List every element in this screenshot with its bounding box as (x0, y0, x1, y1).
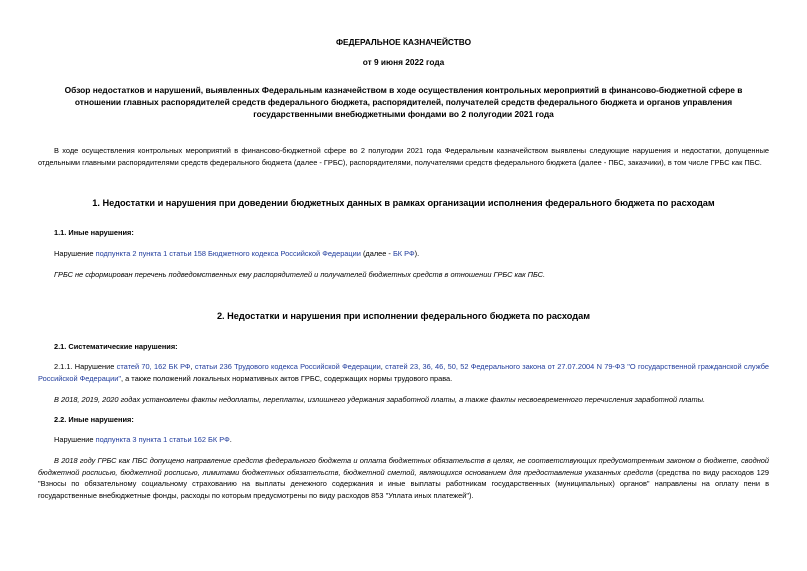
intro-paragraph: В ходе осуществления контрольных мероприятий в финансово-бюджетной сфере во 2 полугодии 2021 года Федеральным казначейством выявлены следующие нарушения и недостатки, допущенные отдельными главными распорядителями средств федерального бюджета (далее - ГРБС), распорядителями, получателями средств федерального бюджета (далее - ПБС, заказчики), в том числе ГРБС как ПБС. (38, 146, 769, 167)
subsection-2-2-description (38, 455, 769, 501)
item-separator-2: , (380, 362, 386, 371)
item-prefix: 2.1.1. Нарушение (54, 362, 117, 371)
document-title: Обзор недостатков и нарушений, выявленных Федеральным казначейством в ходе осуществления контрольных мероприятий в финансово-бюджетной сфере в отношении главных распорядителей средств федерального бюджета, распорядителей, получателей средств федерального бюджета и органов управления государственными внебюджетными фондами во 2 полугодии 2021 года (64, 85, 743, 119)
subsection-2-2-heading: 2.2. Иные нарушения: (54, 415, 134, 424)
bk-rf-70-162-link[interactable]: статей 70, 162 БК РФ (116, 362, 191, 371)
description-plain: (средства по виду расходов 129 "Взносы по обязательному социальному страхованию на выплаты денежного содержания и иные выплаты работникам государственных (муниципальных) органов" направлены на оплату пени в государственные внебюджетные фонды, расходы по которым предусмотрены по виду расходов 853 "Уплата иных платежей"). (38, 467, 769, 500)
bk-rf-162-link[interactable]: подпункта 3 пункта 1 статьи 162 БК РФ (95, 435, 230, 444)
item-separator-1: , (190, 362, 195, 371)
violation-suffix: . (229, 435, 232, 444)
subsection-1-1-violation (54, 248, 754, 260)
subsection-2-1-description: В 2018, 2019, 2020 годах установлены факты недоплаты, переплаты, излишнего удержания заработной платы, а также факты несвоевременного перечисления заработной платы. (54, 395, 706, 404)
violation-prefix: Нарушение (54, 435, 96, 444)
federal-law-79-fz-link[interactable]: статей 23, 36, 46, 50, 52 Федерального закона от 27.07.2004 N 79-ФЗ "О государственной гражданской службе Российской Федерации" (38, 362, 769, 383)
subsection-2-1-item (38, 361, 769, 384)
subsection-2-1-heading: 2.1. Систематические нарушения: (54, 342, 178, 351)
violation-suffix: ). (414, 249, 420, 258)
bk-rf-158-link[interactable]: подпункта 2 пункта 1 статьи 158 Бюджетного кодекса Российской Федерации (95, 249, 361, 258)
agency-title: ФЕДЕРАЛЬНОЕ КАЗНАЧЕЙСТВО (335, 37, 472, 47)
bk-rf-link[interactable]: БК РФ (392, 249, 415, 258)
document-date: от 9 июня 2022 года (362, 57, 445, 67)
violation-prefix: Нарушение (54, 249, 96, 258)
subsection-1-1-heading: 1.1. Иные нарушения: (54, 228, 134, 237)
subsection-1-1-description: ГРБС не сформирован перечень подведомственных ему распорядителей и получателей бюджетных средств в отношении ГРБС как ПБС. (54, 270, 546, 279)
section-1-heading: 1. Недостатки и нарушения при доведении бюджетных данных в рамках организации исполнения федерального бюджета по расходам (92, 198, 715, 208)
description-italic: В 2018 году ГРБС как ПБС допущено направление средств федерального бюджета и оплата бюджетных обязательств в целях, не соответствующих предусмотренным законом о бюджете, сводной бюджетной росписью, бюджетной росписью, лимитами бюджетных обязательств, бюджетной сметой, являющихся основанием для предоставления указанных средств (38, 456, 769, 477)
labor-code-236-link[interactable]: статьи 236 Трудового кодекса Российской Федерации (194, 362, 381, 371)
section-2-heading: 2. Недостатки и нарушения при исполнении федерального бюджета по расходам (216, 311, 591, 321)
violation-mid: (далее - (360, 249, 393, 258)
item-suffix: , а также положений локальных нормативных актов ГРБС, содержащих нормы трудового права. (121, 373, 453, 383)
subsection-2-2-violation (54, 434, 754, 446)
